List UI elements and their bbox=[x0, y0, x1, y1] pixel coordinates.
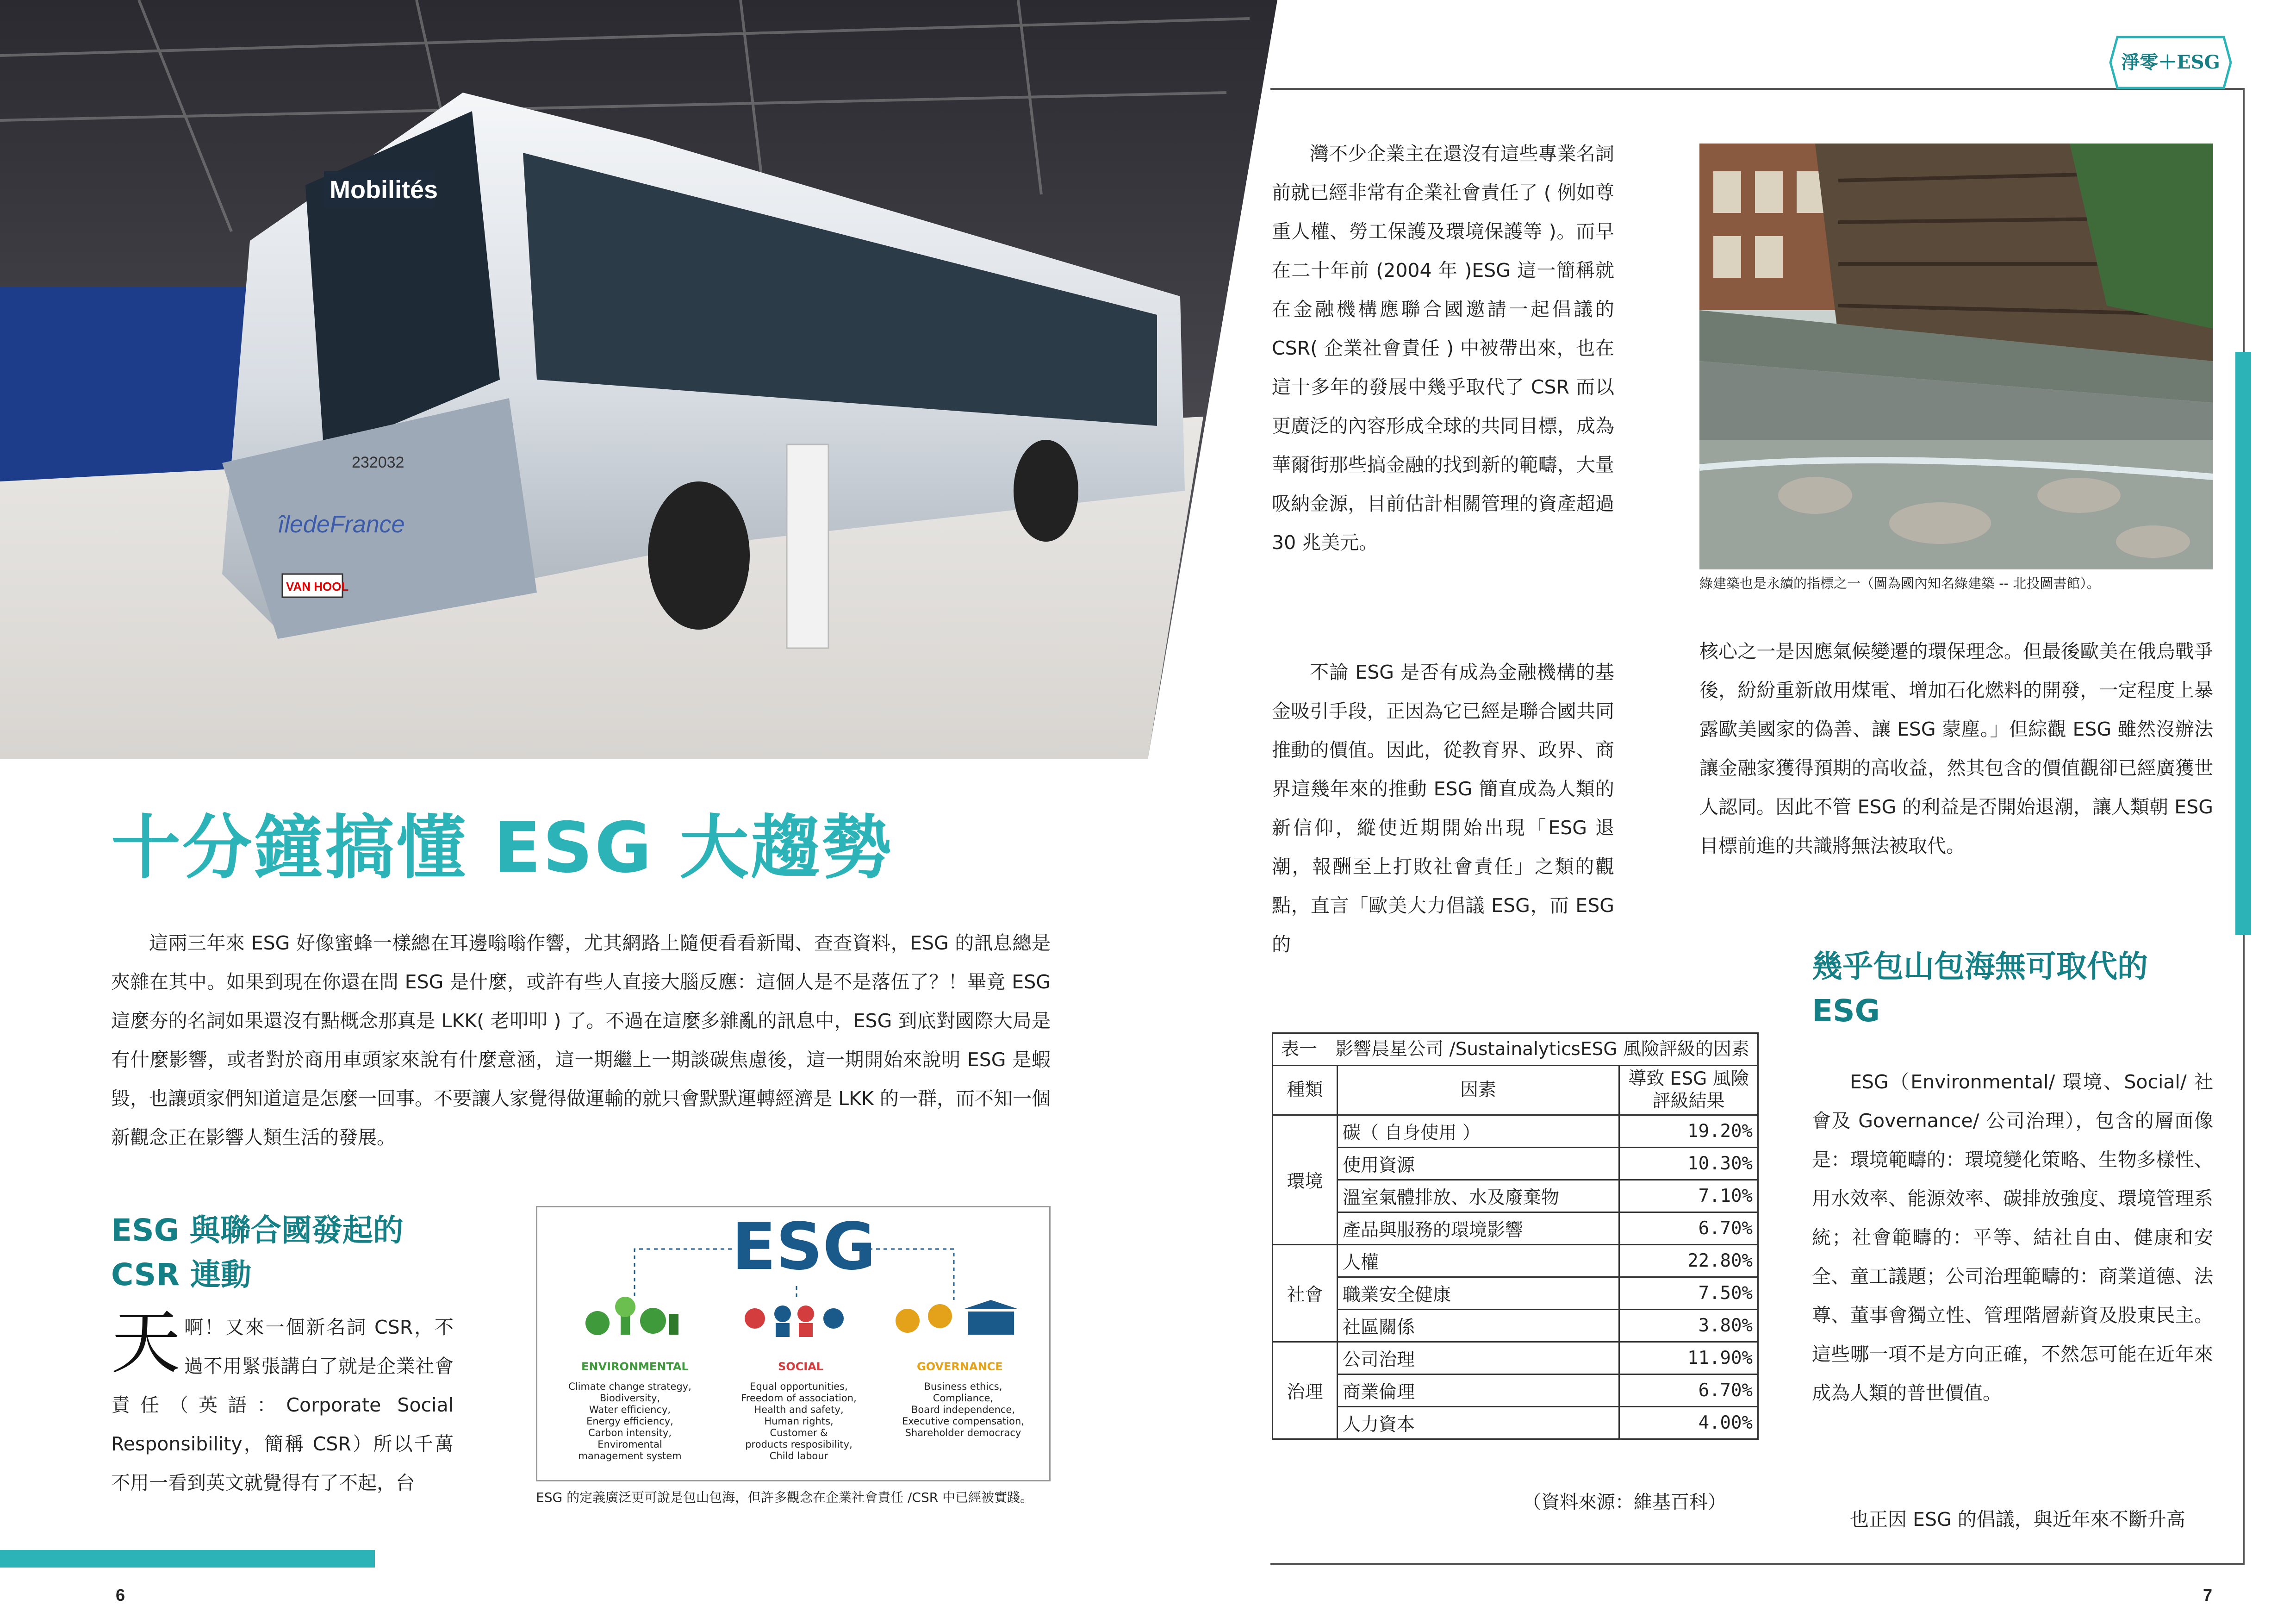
section2-title bbox=[1812, 944, 2148, 1033]
table-value: 6.70% bbox=[1619, 1212, 1758, 1245]
col4-top-paragraph: 核心之一是因應氣候變遷的環保理念。但最後歐美在俄烏戰爭後，紛紛重新啟用煤電、增加石化燃料的開發，一定程度上暴露歐美國家的偽善、讓 ESG 蒙塵。」但綜觀 ESG 雖然沒辦法讓金融家獲得預期的高收益，然其包含的價值觀卻已經廣獲世人認同。因此不管 ESG 的利益是否開始退潮，讓人類朝 ESG 目標前進的共識將無法被取代。 bbox=[1699, 640, 2213, 857]
col3-mid-paragraph: 不論 ESG 是否有成為金融機構的基金吸引手段，正因為它已經是聯合國共同推動的價值。因此，從教育界、政界、商界這幾年來的推動 ESG 簡直成為人類的新信仰，縱使近期開始出現「ESG 退潮，報酬至上打敗社會責任」之類的觀點，直言「歐美大力倡議 ESG，而 ESG 的 bbox=[1272, 661, 1614, 956]
table-header-result: 導致 ESG 風險評級結果 bbox=[1619, 1066, 1758, 1115]
drop-cap: 天 bbox=[111, 1303, 181, 1383]
table-source: （資料來源：維基百科） bbox=[1523, 1492, 1726, 1513]
bus-destination-sign: Mobilités bbox=[330, 176, 438, 204]
table-value: 6.70% bbox=[1619, 1374, 1758, 1407]
table-value: 11.90% bbox=[1619, 1342, 1758, 1374]
social-items: Equal opportunities, Freedom of association, Health and safety, Human rights, Customer & products resposibility, Child labour bbox=[741, 1381, 857, 1462]
right-accent-bar bbox=[2235, 352, 2251, 935]
intro-paragraph: 這兩三年來 ESG 好像蜜蜂一樣總在耳邊嗡嗡作響，尤其網路上隨便看看新聞、查查資料，ESG 的訊息總是夾雜在其中。如果到現在你還在問 ESG 是什麼，或許有些人直接大腦反應：這個人是不是落伍了？！畢竟 ESG 這麼夯的名詞如果還沒有點概念那真是 LKK( 老叩叩 ) 了。不過在這麼多雜亂的訊息中，ESG 到底對國際大局是有什麼影響，或者對於商用車頭家來說有什麼意涵，這一期繼上一期談碳焦慮後，這一期開始來說明 ESG 是蝦毀，也讓頭家們知道這是怎麼一回事。不要讓人家覺得做運輸的就只會默默運轉經濟是 LKK 的一群，而不知一個新觀念正在影響人類生活的發展。 bbox=[111, 932, 1051, 1149]
section2-last-line: 也正因 ESG 的倡議，與近年來不斷升高 bbox=[1850, 1508, 2185, 1530]
bus-photo bbox=[0, 0, 1277, 759]
bottom-accent-bar bbox=[0, 1550, 375, 1568]
table-value: 7.10% bbox=[1619, 1180, 1758, 1212]
table-factor: 使用資源 bbox=[1338, 1148, 1619, 1180]
table-caption: 表一 影響晨星公司 /SustainalyticsESG 風險評級的因素 bbox=[1273, 1033, 1758, 1066]
section1-text: 啊！又來一個新名詞 CSR，不過不用緊張講白了就是企業社會責任（英語：Corporate Social Responsibility，簡稱 CSR）所以千萬不用一看到英文就覺得有了不起，台 bbox=[111, 1316, 454, 1494]
table-factor: 產品與服務的環境影響 bbox=[1338, 1212, 1619, 1245]
governance-heading: GOVERNANCE bbox=[917, 1360, 1003, 1373]
badge-text: 淨零＋ESG bbox=[2121, 51, 2220, 73]
esg-risk-table bbox=[1272, 1032, 1759, 1440]
table-factor: 職業安全健康 bbox=[1338, 1277, 1619, 1310]
esg-figure bbox=[536, 1206, 1051, 1481]
section1-title bbox=[111, 1208, 404, 1297]
table-value: 10.30% bbox=[1619, 1148, 1758, 1180]
social-heading: SOCIAL bbox=[778, 1360, 824, 1373]
table-category: 社會 bbox=[1273, 1245, 1338, 1342]
esg-figure-logo: ESG bbox=[732, 1209, 876, 1285]
environmental-items: Climate change strategy, Biodiversity, Water efficiency, Energy efficiency, Carbon intensity, Enviromental management system bbox=[568, 1381, 691, 1462]
table-value: 22.80% bbox=[1619, 1245, 1758, 1277]
section2-paragraph: ESG（Environmental/ 環境、Social/ 社會及 Governance/ 公司治理），包含的層面像是：環境範疇的：環境變化策略、生物多樣性、用水效率、能源效率、碳排放強度、環境管理系統；社會範疇的：平等、結社自由、健康和安全、童工議題；公司治理範疇的：商業道德、法尊、董事會獨立性、管理階層薪資及股東民主。這些哪一項不是方向正確，不然怎可能在近年來成為人類的普世價值。 bbox=[1812, 1071, 2213, 1404]
table-header-factor: 因素 bbox=[1338, 1066, 1619, 1115]
table-factor: 商業倫理 bbox=[1338, 1374, 1619, 1407]
table-factor: 溫室氣體排放、水及廢棄物 bbox=[1338, 1180, 1619, 1212]
bus-side-logo: îledeFrance bbox=[278, 511, 405, 538]
section1-title-line2: CSR 連動 bbox=[111, 1257, 251, 1293]
figure-caption: ESG 的定義廣泛更可說是包山包海，但許多觀念在企業社會責任 /CSR 中已經被實踐。 bbox=[536, 1490, 1033, 1505]
environmental-heading: ENVIRONMENTAL bbox=[581, 1360, 689, 1373]
table-category: 環境 bbox=[1273, 1115, 1338, 1245]
environmental-icon bbox=[585, 1297, 678, 1335]
section1-paragraph bbox=[111, 1303, 454, 1502]
table-factor: 社區關係 bbox=[1338, 1310, 1619, 1342]
article-title: 十分鐘搞懂 ESG 大趨勢 bbox=[111, 808, 894, 888]
table-factor: 公司治理 bbox=[1338, 1342, 1619, 1374]
section-badge bbox=[2108, 32, 2233, 93]
library-photo bbox=[1699, 144, 2213, 569]
table-value: 7.50% bbox=[1619, 1277, 1758, 1310]
table-factor: 人權 bbox=[1338, 1245, 1619, 1277]
governance-items: Business ethics, Compliance, Board independence, Executive compensation, Shareholder democracy bbox=[902, 1381, 1025, 1438]
table-header-category: 種類 bbox=[1273, 1066, 1338, 1115]
page-number-left: 6 bbox=[116, 1586, 125, 1605]
bus-plate: VAN HOOL bbox=[286, 580, 349, 593]
social-icon bbox=[745, 1305, 844, 1337]
governance-icon bbox=[896, 1300, 1019, 1335]
table-value: 4.00% bbox=[1619, 1407, 1758, 1439]
table-value: 3.80% bbox=[1619, 1310, 1758, 1342]
section1-title-line1: ESG 與聯合國發起的 bbox=[111, 1212, 404, 1248]
page-number-right: 7 bbox=[2203, 1586, 2213, 1605]
table-category: 治理 bbox=[1273, 1342, 1338, 1439]
table-value: 19.20% bbox=[1619, 1115, 1758, 1148]
col3-top-paragraph: 灣不少企業主在還沒有這些專業名詞前就已經非常有企業社會責任了 ( 例如尊重人權、勞工保護及環境保護等 )。而早在二十年前 (2004 年 )ESG 這一簡稱就在金融機構應聯合國邀請一起倡議的 CSR( 企業社會責任 ) 中被帶出來，也在這十多年的發展中幾乎取代了 CSR 而以更廣泛的內容形成全球的共同目標，成為華爾街那些搞金融的找到新的範疇，大量吸納金源，目前估計相關管理的資產超過 30 兆美元。 bbox=[1272, 143, 1614, 554]
bus-number: 232032 bbox=[352, 454, 404, 471]
library-photo-caption: 綠建築也是永續的指標之一（圖為國內知名綠建築 -- 北投圖書館）。 bbox=[1699, 575, 2100, 591]
table-factor: 人力資本 bbox=[1338, 1407, 1619, 1439]
section2-title-line2: ESG bbox=[1812, 993, 1880, 1029]
table-factor: 碳（ 自身使用 ） bbox=[1338, 1115, 1619, 1148]
section2-title-line1: 幾乎包山包海無可取代的 bbox=[1812, 949, 2148, 984]
